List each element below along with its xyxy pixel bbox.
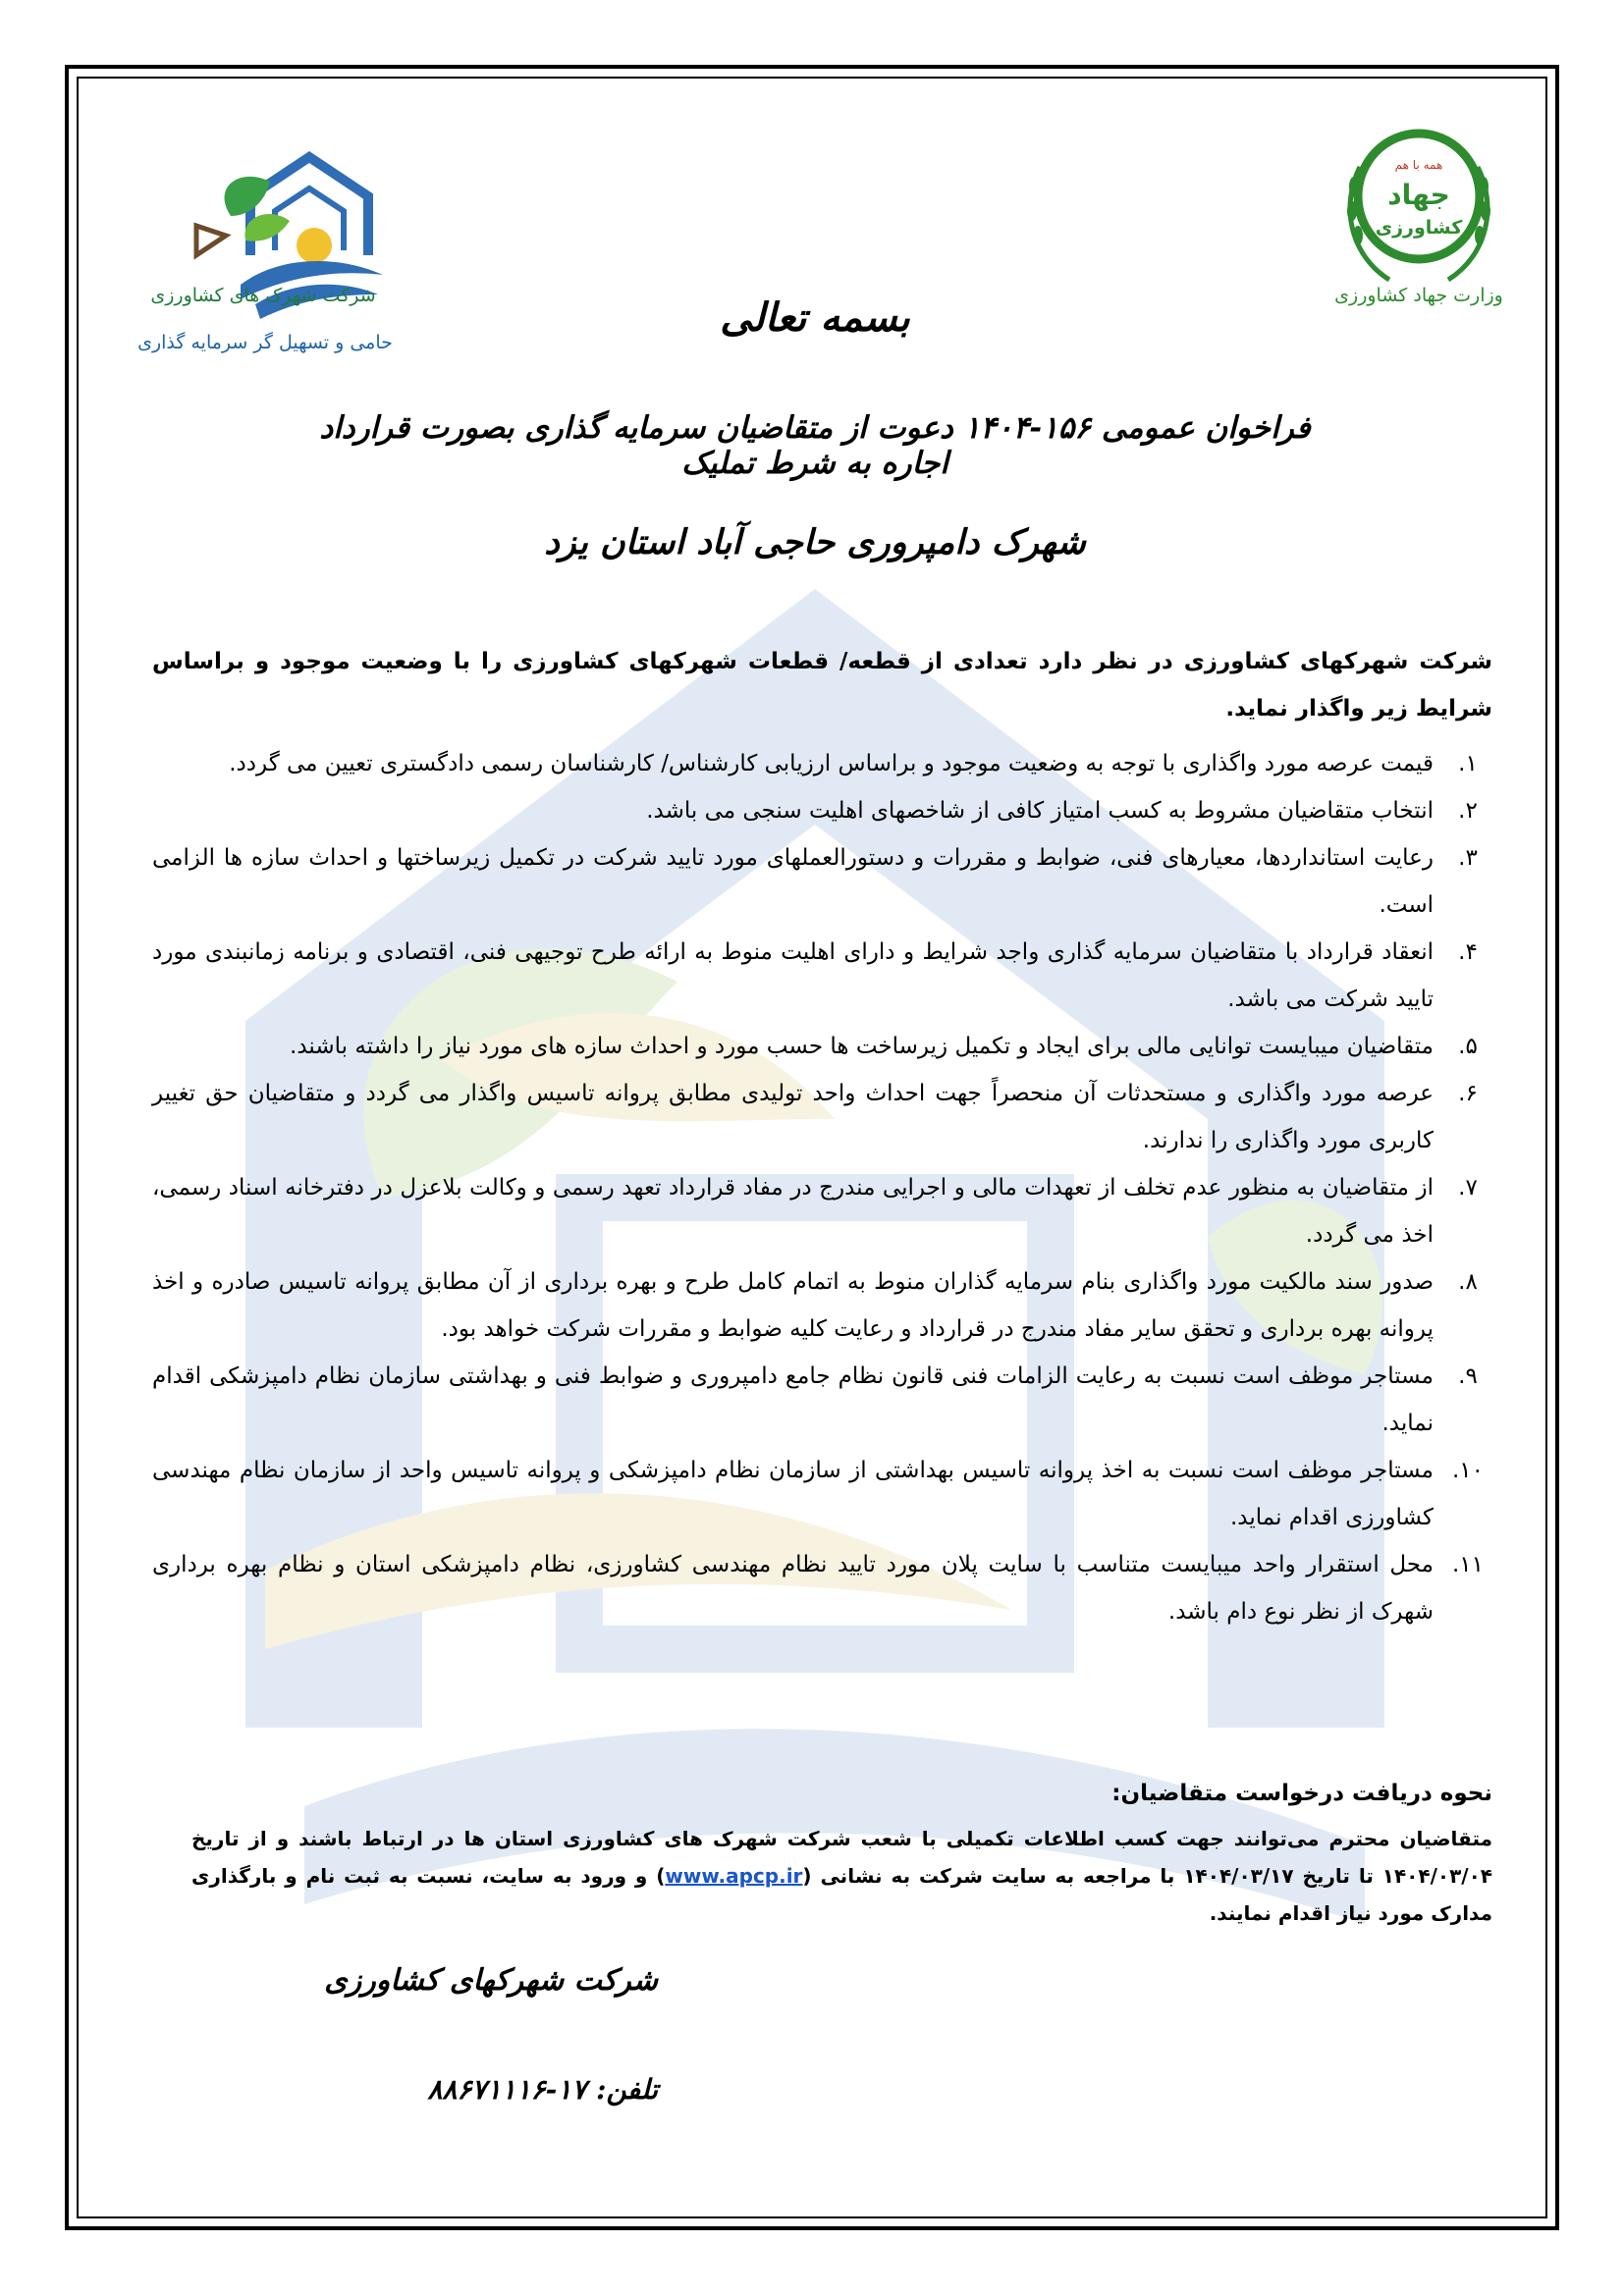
intro-paragraph: شرکت شهرکهای کشاورزی در نظر دارد تعدادی از قطعه/ قطعات شهرکهای کشاورزی را با وضعیت موجود و براساس شرایط زیر واگذار نماید. bbox=[152, 649, 1492, 721]
condition-item bbox=[152, 1258, 1492, 1353]
condition-text: صدور سند مالکیت مورد واگذاری بنام سرمایه گذاران منوط به اتمام کامل طرح و بهره برداری از آن مطابق پروانه تاسیس صادره و اخذ پروانه بهره برداری و تحقق سایر مفاد مندرج در قرارداد و رعایت کلیه ضوابط و مقررات شرکت خواهد بود. bbox=[152, 1269, 1434, 1342]
condition-item bbox=[152, 929, 1492, 1023]
condition-text: عرصه مورد واگذاری و مستحدثات آن منحصراً جهت احداث واحد تولیدی مطابق پروانه تاسیس واگذار می گردد و متقاضیان حق تغییر کاربری مورد واگذاری را ندارند. bbox=[152, 1081, 1434, 1153]
condition-number: ۷. bbox=[1458, 1175, 1478, 1201]
conditions-list bbox=[152, 740, 1492, 1635]
emblem-slogan: همه با هم bbox=[1394, 158, 1443, 172]
signature-company: شرکت شهرکهای کشاورزی bbox=[324, 1963, 658, 1998]
emblem-word-jahad: جهاد bbox=[1387, 179, 1450, 211]
website-link[interactable]: www.apcp.ir bbox=[665, 1864, 803, 1888]
condition-text: مستاجر موظف است نسبت به رعایت الزامات فنی قانون نظام جامع دامپروری و ضوابط فنی و بهداشتی سازمان نظام دامپزشکی اقدام نماید. bbox=[152, 1363, 1434, 1436]
request-heading: نحوه دریافت درخواست متقاضیان: bbox=[1111, 1781, 1492, 1806]
emblem-word-keshavarzi: کشاورزی bbox=[1375, 217, 1463, 239]
condition-text: مستاجر موظف است نسبت به اخذ پروانه تاسیس بهداشتی از سازمان نظام دامپزشکی و پروانه تاسیس واحد از سازمان نظام مهندسی کشاورزی اقدام نماید. bbox=[152, 1458, 1434, 1530]
signature-phone: تلفن: ۱۷-۸۸۶۷۱۱۱۶ bbox=[427, 2073, 658, 2106]
condition-text: رعایت استانداردها، معیارهای فنی، ضوابط و مقررات و دستورالعملهای مورد تایید شرکت در تکمیل زیرساختها و احداث سازه ها الزامی است. bbox=[152, 845, 1434, 918]
condition-item bbox=[152, 787, 1492, 834]
condition-number: ۱. bbox=[1458, 751, 1478, 776]
request-text-before: متقاضیان محترم می‌توانند جهت کسب اطلاعات تکمیلی با شعب شرکت شهرک های کشاورزی استان ها در ارتباط باشند و از تاریخ ۱۴۰۴/۰۳/۰۴ تا تاریخ ۱۴۰۴/۰۳/۱۷ با مراجعه به سایت شرکت به نشانی ( bbox=[191, 1827, 1492, 1888]
condition-text: انعقاد قرارداد با متقاضیان سرمایه گذاری واجد شرایط و دارای اهلیت منوط به ارائه طرح توجیهی فنی، اقتصادی و برنامه زمانبندی مورد تایید شرکت می باشد. bbox=[152, 939, 1434, 1012]
bismillah-heading: بسمه تعالی bbox=[720, 294, 910, 341]
greenhouse-leaf-logo bbox=[172, 137, 407, 363]
page-subtitle: شهرک دامپروری حاجی آباد استان یزد bbox=[544, 522, 1086, 562]
condition-item bbox=[152, 740, 1492, 787]
condition-number: ۲. bbox=[1458, 798, 1478, 824]
condition-text: قیمت عرصه مورد واگذاری با توجه به وضعیت موجود و براساس ارزیابی کارشناس/ کارشناسان رسمی دادگستری تعیین می گردد. bbox=[229, 751, 1434, 776]
condition-item bbox=[152, 1164, 1492, 1258]
condition-text: از متقاضیان به منظور عدم تخلف از تعهدات مالی و اجرایی مندرج در مفاد قرارداد تعهد رسمی و وکالت بلاعزل در دفترخانه اسناد رسمی، اخذ می گردد. bbox=[152, 1175, 1434, 1248]
condition-item bbox=[152, 834, 1492, 929]
company-tagline: حامی و تسهیل گر سرمایه گذاری bbox=[137, 332, 393, 353]
condition-number: ۶. bbox=[1458, 1081, 1478, 1106]
condition-item bbox=[152, 1541, 1492, 1635]
condition-item bbox=[152, 1447, 1492, 1541]
request-paragraph bbox=[191, 1820, 1492, 1932]
condition-text: متقاضیان میبایست توانایی مالی برای ایجاد و تکمیل زیرساخت ها حسب مورد و احداث سازه های مورد نیاز را داشته باشند. bbox=[290, 1034, 1434, 1059]
condition-text: محل استقرار واحد میبایست متناسب با سایت پلان مورد تایید نظام مهندسی کشاورزی، نظام دامپزشکی استان و نظام بهره برداری شهرک از نظر نوع دام باشد. bbox=[152, 1552, 1434, 1625]
condition-number: ۹. bbox=[1458, 1363, 1478, 1389]
condition-item bbox=[152, 1353, 1492, 1447]
condition-number: ۳. bbox=[1458, 845, 1478, 871]
request-text-after: ) و ورود به سایت، نسبت به ثبت نام و بارگذاری مدارک مورد نیاز اقدام نمایند. bbox=[191, 1864, 1492, 1925]
condition-text: انتخاب متقاضیان مشروط به کسب امتیاز کافی از شاخصهای اهلیت سنجی می باشد. bbox=[646, 798, 1434, 824]
condition-number: ۱۰. bbox=[1451, 1458, 1485, 1483]
condition-number: ۴. bbox=[1458, 939, 1478, 965]
condition-item bbox=[152, 1023, 1492, 1070]
condition-number: ۱۱. bbox=[1451, 1552, 1485, 1577]
condition-number: ۸. bbox=[1458, 1269, 1478, 1295]
company-caption: شرکت شهرک های کشاورزی bbox=[150, 285, 376, 306]
ministry-caption: وزارت جهاد کشاورزی bbox=[1334, 285, 1503, 306]
page-title: فراخوان عمومی ۱۵۶-۱۴۰۴ دعوت از متقاضیان سرمایه گذاری بصورت قرارداد اجاره به شرط تملیک bbox=[319, 410, 1311, 481]
condition-item bbox=[152, 1070, 1492, 1164]
condition-number: ۵. bbox=[1458, 1034, 1478, 1059]
